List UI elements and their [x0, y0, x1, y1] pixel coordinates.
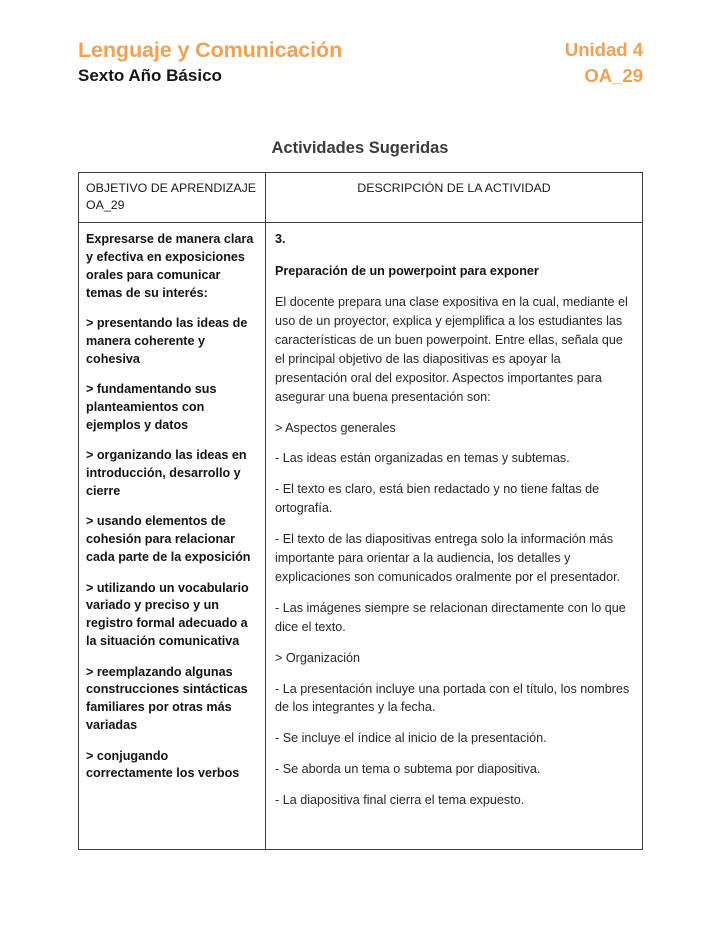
activity-paragraph: - La diapositiva final cierra el tema expuesto.	[275, 793, 525, 808]
objective-paragraph: Expresarse de manera clara y efectiva en exposiciones orales para comunicar temas de su interés:	[86, 232, 254, 300]
header-right-group	[565, 38, 643, 87]
document-header	[78, 38, 643, 87]
unit-label: Unidad 4	[564, 39, 643, 60]
table-row	[79, 223, 642, 849]
activity-paragraph: > Aspectos generales	[275, 420, 396, 435]
objective-paragraph: > conjugando correctamente los verbos	[86, 748, 240, 781]
objective-paragraph: > fundamentando sus planteamientos con ejemplos y datos	[86, 382, 217, 432]
activities-table	[78, 172, 643, 850]
objective-paragraph: > utilizando un vocabulario variado y preciso y un registro formal adecuado a la situación comunicativa	[86, 580, 249, 649]
header-left-group	[78, 38, 342, 86]
activity-paragraph: > Organización	[275, 650, 361, 665]
activity-paragraph: - Se incluye el índice al inicio de la presentación.	[275, 731, 547, 746]
objective-paragraph: > organizando las ideas en introducción, desarrollo y cierre	[86, 448, 247, 498]
grade-level-title: Sexto Año Básico	[78, 66, 222, 86]
activity-paragraph: El docente prepara una clase expositiva en la cual, mediante el uso de un proyector, explica y ejemplifica a los estudiantes las características de un buen powerpoint. Entre ellas, señala que el principal objetivo de las diapositivas es apoyar la presentación oral del expositor. Aspectos importantes para asegurar una buena presentación son:	[275, 295, 628, 404]
objective-paragraph: > presentando las ideas de manera coherente y cohesiva	[86, 316, 248, 366]
page-title: Actividades Sugeridas	[271, 139, 449, 157]
objective-paragraph: > reemplazando algunas construcciones sintácticas familiares por otras más variadas	[86, 664, 248, 733]
objective-cell	[79, 223, 266, 849]
activity-paragraph: - El texto de las diapositivas entrega solo la información más importante para orientar a la audiencia, los detalles y explicaciones son comunicados oralmente por el presentador.	[275, 532, 621, 584]
activity-paragraph: - Las ideas están organizadas en temas y subtemas.	[275, 451, 570, 466]
table-header-description: DESCRIPCIÓN DE LA ACTIVIDAD	[357, 181, 551, 195]
objective-paragraph: > usando elementos de cohesión para relacionar cada parte de la exposición	[86, 514, 251, 565]
activity-paragraph: - Se aborda un tema o subtema por diapositiva.	[275, 762, 541, 777]
activity-paragraph: - La presentación incluye una portada con el título, los nombres de los integrantes y la fecha.	[275, 681, 630, 715]
activity-paragraph: - El texto es claro, está bien redactado y no tiene faltas de ortografía.	[275, 482, 600, 516]
activity-paragraph: - Las imágenes siempre se relacionan directamente con lo que dice el texto.	[275, 600, 626, 634]
activity-number: 3.	[275, 232, 286, 246]
learning-objective-code: OA_29	[584, 64, 643, 86]
description-cell	[266, 223, 642, 849]
activity-subtitle: Preparación de un powerpoint para exponer	[275, 263, 539, 278]
table-header-objective: OBJETIVO DE APRENDIZAJE OA_29	[79, 173, 266, 222]
subject-title: Lenguaje y Comunicación	[78, 38, 343, 62]
table-header-row	[79, 173, 642, 223]
